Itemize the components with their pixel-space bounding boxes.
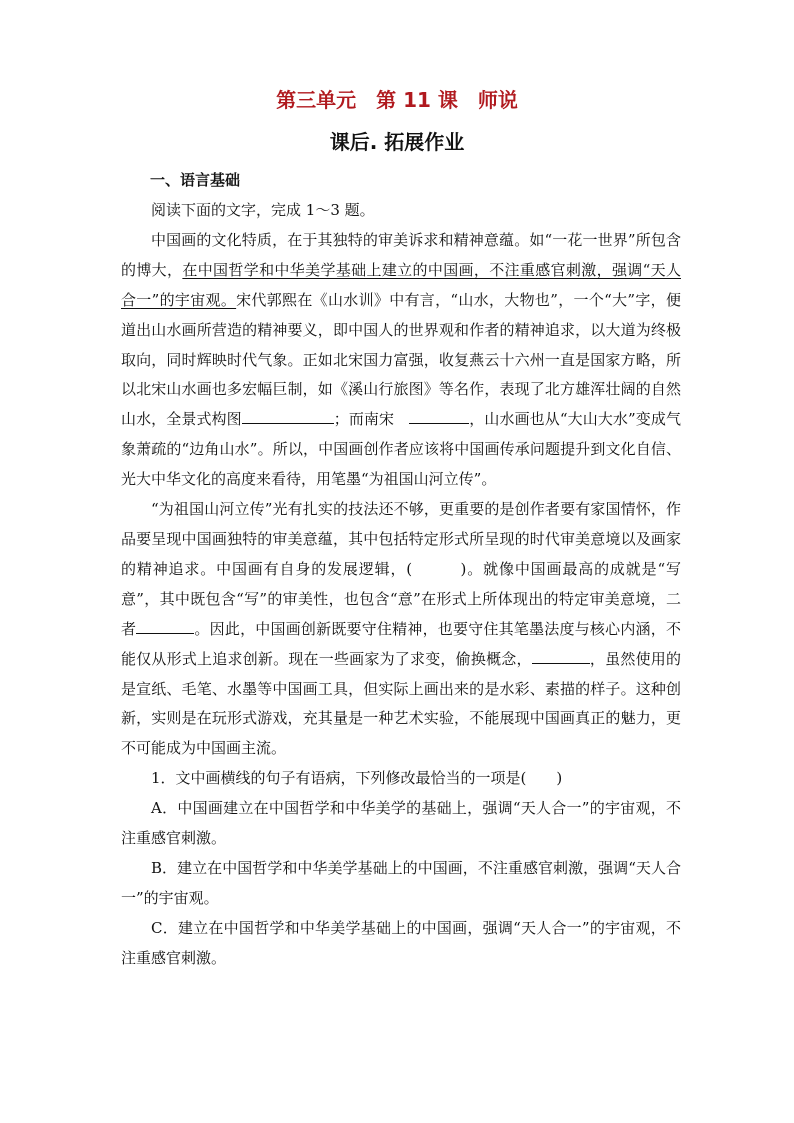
- passage-text: 宋代郭熙在《山水训》中有言，“山水，大物也”，一个“大”字，便道出山水画所营造的精神要义，即中国人的世界观和作者的精神追求，以大道为终极取向，同时辉映时代气象。正如北宋国力富强，收复燕云十六州一直是国家方略，所以北宋山水画也多宏幅巨制，如《溪山行旅图》等名作，表现了北方雄浑壮阔的自然山水，全景式构图: [121, 290, 681, 429]
- passage-text: 。因此，中国画创新既要守住精神，也要守住其笔墨法度与核心内涵，不能仅从形式上追求创新。现在一些画家为了求变，偷换概念，: [121, 619, 681, 668]
- passage-text: ；而南宋: [333, 410, 395, 429]
- passage-text: ，虽然使用的是宣纸、毛笔、水墨等中国画工具，但实际上画出来的是水彩、素描的样子。这种创新，实则是在玩形式游戏，充其量是一种艺术实验，不能展现中国画真正的魅力，更不可能成为中国画主流。: [121, 649, 681, 758]
- answer-option-b[interactable]: B．建立在中国哲学和中华美学基础上的中国画，不注重感官刺激，强调“天人合一”的宇宙观。: [121, 858, 681, 907]
- section-heading: 一、语言基础: [150, 171, 241, 189]
- instruction-text: 阅读下面的文字，完成 1～3 题。: [151, 201, 375, 219]
- passage-text: ，山水画也从“大山大水”变成气象萧疏的“边角山水”。所以，中国画创作者应该将中国画传承问题提升到文化自信、光大中华文化的高度来看待，用笔墨“为祖国山河立传”。: [121, 410, 681, 489]
- body-text: [121, 196, 681, 974]
- passage-paragraph-2: [121, 495, 681, 764]
- fill-blank[interactable]: [242, 407, 334, 424]
- passage-paragraph-1: [121, 226, 681, 495]
- fill-blank[interactable]: [409, 407, 469, 424]
- fill-blank[interactable]: [136, 617, 194, 634]
- fill-blank[interactable]: [532, 647, 590, 664]
- answer-option-c[interactable]: C．建立在中国哲学和中华美学基础上的中国画，强调“天人合一”的宇宙观，不注重感官刺激。: [121, 918, 681, 967]
- page-title: 第三单元 第 11 课 师说: [276, 88, 518, 112]
- question-stem: 1．文中画横线的句子有语病，下列修改最恰当的一项是( ): [151, 769, 563, 788]
- answer-option-a[interactable]: A．中国画建立在中国哲学和中华美学的基础上，强调“天人合一”的宇宙观，不注重感官刺激。: [121, 799, 681, 848]
- page-subtitle: 课后. 拓展作业: [329, 130, 465, 154]
- underlined-sentence: 在中国哲学和中华美学基础上建立的中国画，不注重感官刺激，强调“天人合一”的宇宙观。: [121, 260, 681, 309]
- passage-text: 中国画的文化特质，在于其独特的审美诉求和精神意蕴。如“一花一世界”所包含的博大，: [121, 230, 681, 279]
- passage-text: “为祖国山河立传”光有扎实的技法还不够，更重要的是创作者要有家国情怀，作品要呈现中国画独特的审美意蕴，其中包括特定形式所呈现的时代审美意境以及画家的精神追求。中国画有自身的发展逻辑，( )。就像中国画最高的成就是“写意”，其中既包含“写”的审美性，也包含“意”在形式上所体现出的特定审美意境，二者: [121, 500, 681, 638]
